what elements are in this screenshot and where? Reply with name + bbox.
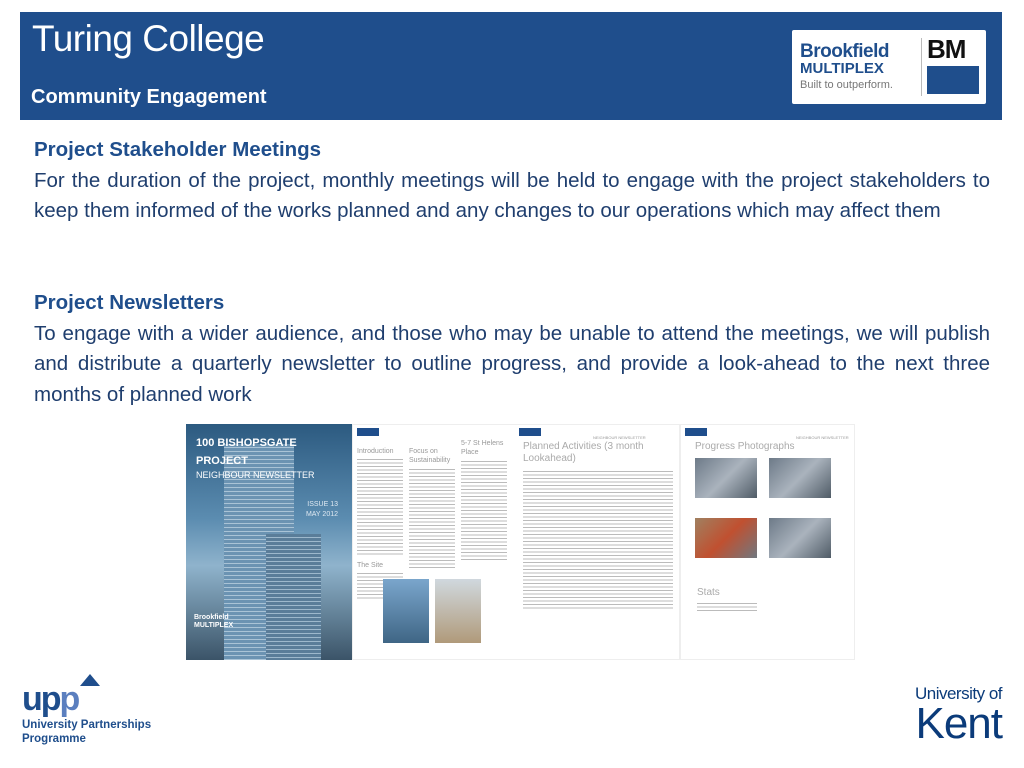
progress-heading: Progress Photographs [695, 441, 795, 452]
issue: ISSUE 13 [307, 501, 338, 508]
col-heading: Introduction [357, 448, 394, 455]
planned-heading: Planned Activities (3 month Lookahead) [523, 441, 644, 464]
section-body: For the duration of the project, monthly meetings will be held to engage with the project stakeholders to keep them informed of the works planned and any changes to our operations which may affect them [34, 168, 990, 222]
section-heading: Project Stakeholder Meetings [34, 138, 322, 161]
stats-heading: Stats [697, 587, 720, 598]
mini-logo [519, 428, 541, 436]
progress-photo [769, 458, 831, 498]
slide-title: Turing College [32, 18, 265, 59]
text-lines [697, 603, 757, 611]
issue-date: MAY 2012 [305, 511, 338, 518]
progress-photo [769, 518, 831, 558]
text-lines [357, 459, 403, 557]
page-header: NEIGHBOUR NEWSLETTER [593, 435, 646, 440]
slide-subtitle: Community Engagement [31, 86, 267, 108]
logo-brand: Brookfield [800, 41, 889, 62]
text-lines [461, 461, 507, 561]
newsletter-cover [186, 424, 352, 660]
logo-tagline: Built to outperform. [800, 79, 893, 91]
section-body: To engage with a wider audience, and those who may be unable to attend the meetings, we will publish and distribute a quarterly newsletter to outline progress, and provide a look-ahead to the next three months of planned work [34, 321, 990, 406]
section-stakeholder-meetings [34, 135, 990, 227]
slide-header [20, 12, 1002, 120]
cover-logo-brand2: MULTIPLEX [194, 622, 234, 629]
logo-divider [921, 38, 922, 96]
cover-title-2: PROJECT [196, 455, 248, 467]
newsletter-page-1 [352, 424, 680, 660]
newsletter-page-2 [680, 424, 855, 660]
progress-photo [695, 458, 757, 498]
mini-logo [357, 428, 379, 436]
cover-logo-brand: Brookfield [194, 614, 229, 621]
page-header: NEIGHBOUR NEWSLETTER [796, 435, 849, 440]
logo-box [927, 66, 979, 94]
mini-logo [685, 428, 707, 436]
brookfield-multiplex-logo [792, 30, 986, 104]
kent-line2: Kent [915, 699, 1002, 748]
kent-line1: University of [914, 684, 1002, 703]
section-heading: Project Newsletters [34, 291, 225, 314]
upp-line1: University Partnerships [22, 719, 152, 731]
cover-issue [306, 500, 338, 520]
text-lines [523, 471, 673, 611]
section-newsletters [34, 288, 990, 410]
building-image [266, 534, 321, 660]
newsletter-photo [435, 579, 481, 643]
cover-logo [194, 614, 233, 630]
newsletter-photo [383, 579, 429, 643]
upp-mark-2: p [59, 680, 79, 718]
text-lines [409, 469, 455, 569]
progress-photo [695, 518, 757, 558]
upp-arrow-icon [80, 674, 100, 686]
col-heading: 5-7 St Helens Place [461, 440, 504, 456]
col-heading: The Site [357, 562, 384, 569]
col-heading: Focus on Sustainability [409, 448, 451, 464]
cover-title [196, 434, 297, 470]
cover-title-1: 100 BISHOPSGATE [196, 437, 297, 449]
upp-logo [22, 672, 151, 746]
logo-brand2: MULTIPLEX [800, 60, 884, 77]
university-of-kent-logo [914, 684, 1002, 748]
upp-line2: Programme [22, 733, 86, 745]
cover-subtitle: NEIGHBOUR NEWSLETTER [196, 470, 315, 480]
upp-mark-1: up [22, 680, 60, 718]
logo-mark: BM [927, 34, 966, 64]
